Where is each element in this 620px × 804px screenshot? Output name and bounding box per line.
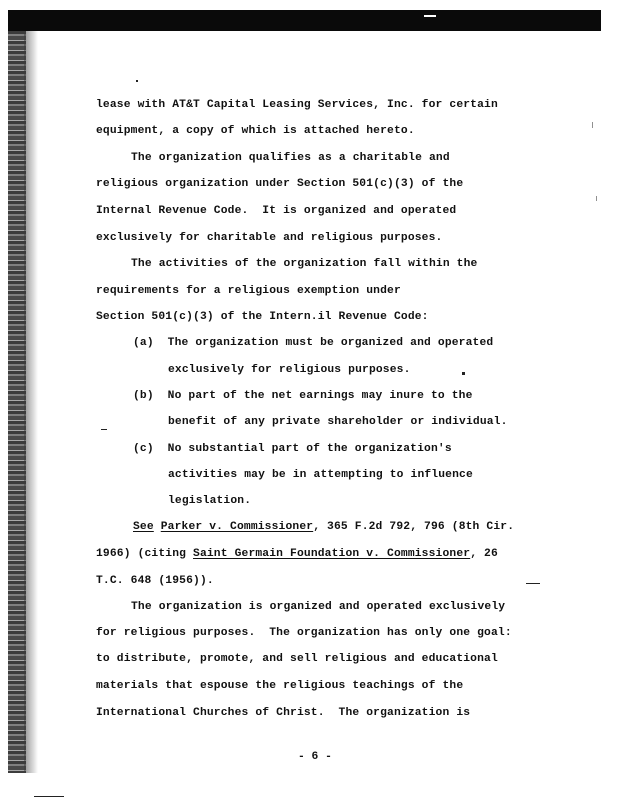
scan-speck	[526, 583, 540, 584]
text-line	[131, 151, 450, 165]
text-segment: The organization is organized and operated exclusively	[131, 601, 506, 613]
text-segment: religious organization under Section 501(c)(3) of the	[96, 178, 464, 190]
text-segment: activities may be in attempting to influence	[168, 469, 473, 481]
scan-speck	[596, 196, 597, 201]
text-line	[131, 257, 477, 271]
text-line	[96, 574, 214, 588]
text-segment: (a) The organization must be organized and operated	[133, 337, 494, 349]
text-line	[96, 652, 498, 666]
text-line	[96, 231, 442, 245]
text-line	[96, 177, 463, 191]
text-segment: The organization qualifies as a charitable and	[131, 152, 450, 164]
text-segment: The activities of the organization fall within the	[131, 258, 478, 270]
text-segment: Internal Revenue Code. It is organized and operated	[96, 205, 457, 217]
text-segment: materials that espouse the religious teachings of the	[96, 680, 464, 692]
text-segment: exclusively for religious purposes.	[168, 364, 411, 376]
text-line	[96, 98, 498, 112]
text-segment: benefit of any private shareholder or individual.	[168, 416, 508, 428]
text-segment: , 365 F.2d 792, 796 (8th Cir.	[313, 521, 515, 533]
scan-speck	[462, 372, 465, 375]
case-citation: Parker v. Commissioner	[160, 521, 314, 533]
text-line	[168, 468, 473, 482]
text-segment: 1966) (citing	[96, 548, 194, 560]
scan-speck	[101, 429, 107, 430]
text-segment: International Churches of Christ. The organization is	[96, 707, 471, 719]
text-line	[168, 415, 508, 429]
case-citation: Saint Germain Foundation v. Commissioner	[193, 548, 471, 560]
text-segment: legislation.	[168, 495, 252, 507]
scan-notch	[424, 15, 436, 17]
text-line	[96, 124, 415, 138]
text-line	[168, 494, 251, 508]
scan-speck	[592, 122, 593, 128]
text-line	[96, 547, 498, 561]
scan-top-border	[8, 10, 601, 31]
case-citation: See	[133, 521, 154, 533]
text-line	[168, 363, 411, 377]
text-segment: , 26	[470, 548, 498, 560]
text-line	[133, 389, 473, 403]
text-line	[131, 600, 505, 614]
text-segment	[154, 521, 161, 533]
text-segment: requirements for a religious exemption under	[96, 285, 401, 297]
scan-speck	[136, 80, 138, 82]
text-segment: exclusively for charitable and religious purposes.	[96, 232, 443, 244]
text-segment: (b) No part of the net earnings may inure to the	[133, 390, 473, 402]
text-segment: equipment, a copy of which is attached hereto.	[96, 125, 415, 137]
text-segment: lease with AT&T Capital Leasing Services, Inc. for certain	[96, 99, 498, 111]
text-segment: for religious purposes. The organization has only one goal:	[96, 627, 512, 639]
text-line	[96, 679, 463, 693]
text-line	[96, 284, 401, 298]
text-line	[133, 336, 493, 350]
text-line	[96, 626, 512, 640]
page-number: - 6 -	[298, 751, 332, 763]
text-line	[96, 706, 470, 720]
text-segment: Section 501(c)(3) of the Intern.il Revenue Code:	[96, 311, 429, 323]
scan-speck	[34, 796, 64, 797]
text-segment: T.C. 648 (1956)).	[96, 575, 214, 587]
scan-left-shadow	[24, 31, 38, 773]
text-line	[133, 520, 514, 534]
text-line	[133, 442, 452, 456]
text-line	[96, 310, 429, 324]
text-line	[96, 204, 456, 218]
text-segment: (c) No substantial part of the organization's	[133, 443, 452, 455]
text-segment: to distribute, promote, and sell religious and educational	[96, 653, 498, 665]
